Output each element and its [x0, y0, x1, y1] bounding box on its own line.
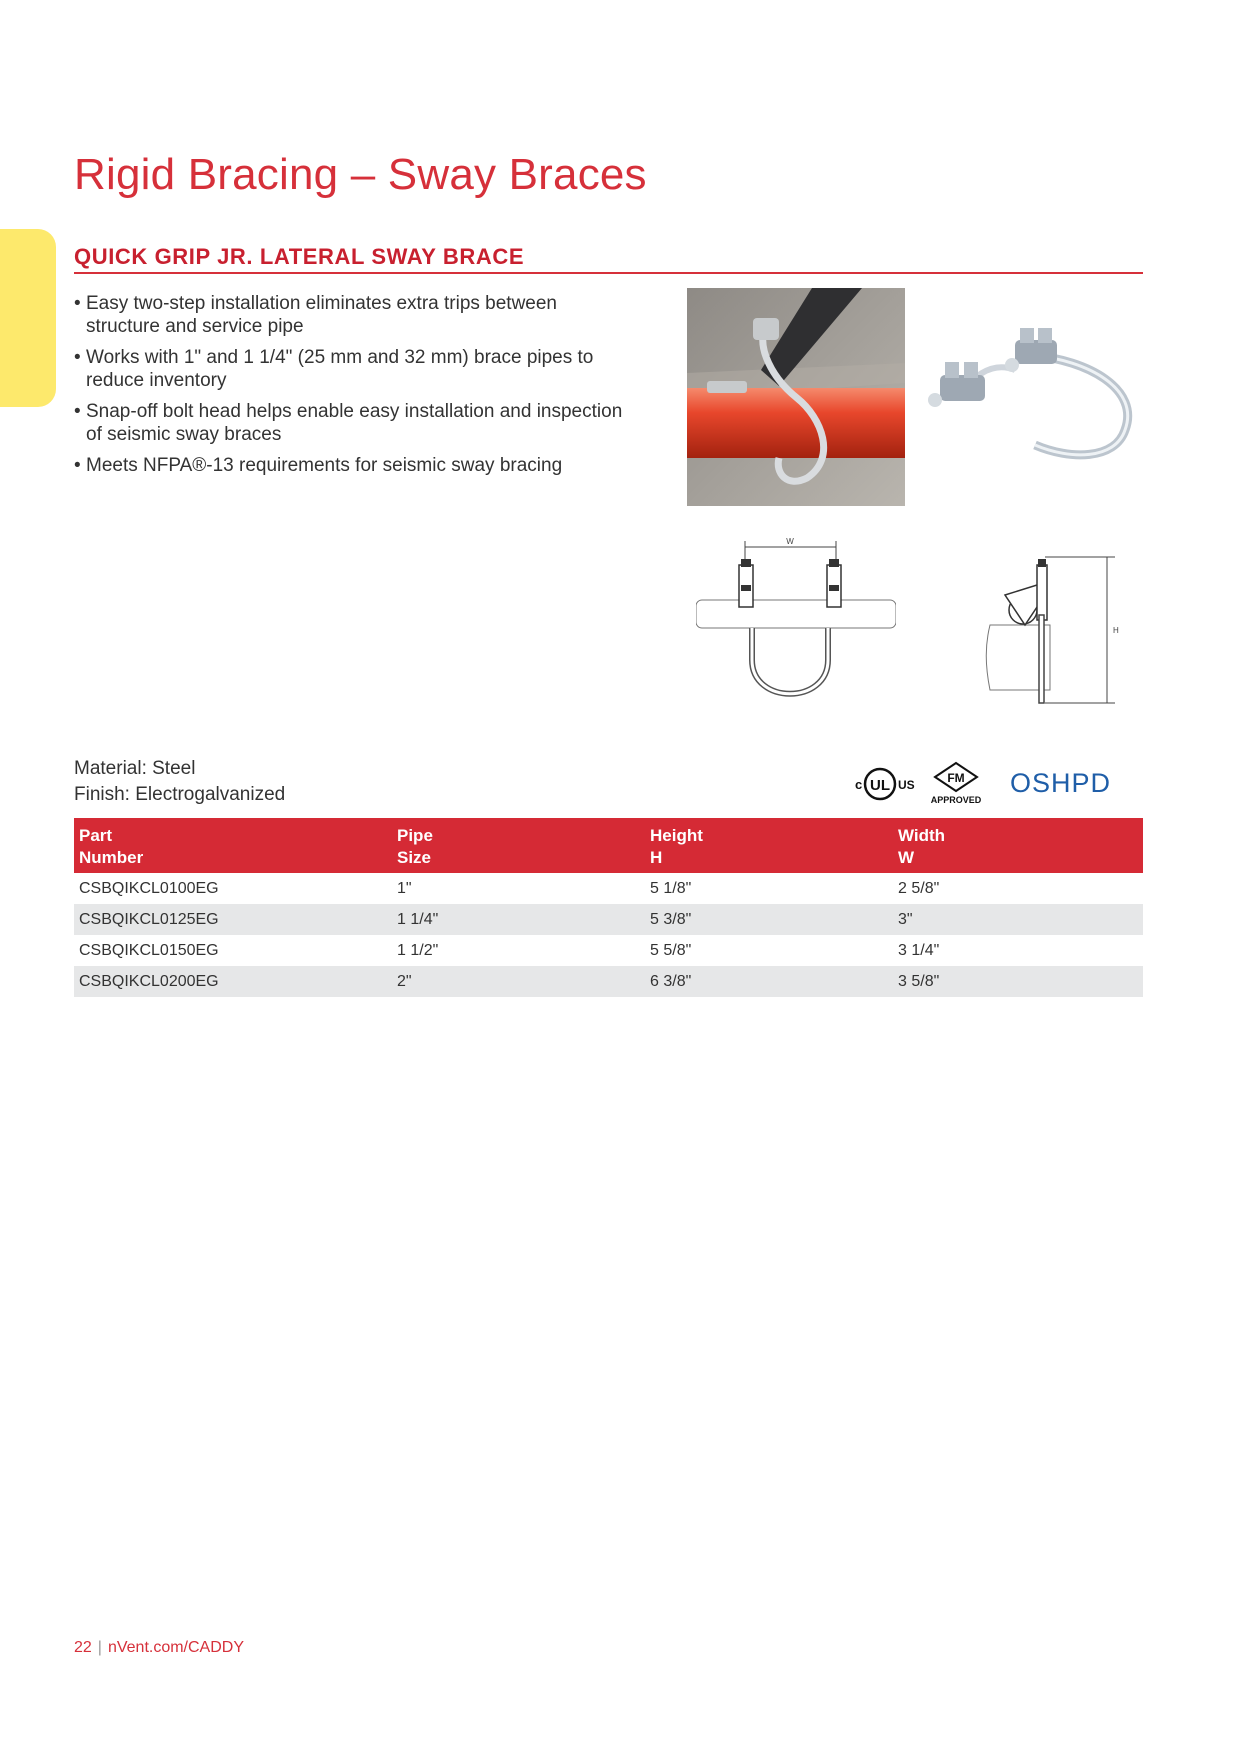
- part-number-cell: CSBQIKCL0150EG: [79, 942, 219, 959]
- width-cell: 3 1/4": [898, 942, 940, 959]
- part-number-cell: CSBQIKCL0100EG: [79, 880, 219, 897]
- svg-text:UL: UL: [870, 777, 890, 794]
- pipe-size-cell: 1 1/4": [392, 904, 645, 935]
- pipe-size-cell: 1 1/2": [397, 942, 439, 959]
- spec-table: [74, 818, 1143, 997]
- pipe-size-cell: 2": [392, 966, 645, 997]
- svg-text:OSHPD: OSHPD: [1010, 768, 1112, 798]
- installation-photo: [687, 288, 905, 506]
- product-image: [920, 320, 1140, 470]
- section-side-tab: [0, 229, 56, 407]
- height-cell: 6 3/8": [645, 966, 893, 997]
- width-cell: 3": [893, 904, 1143, 935]
- part-number-cell: CSBQIKCL0125EG: [74, 904, 392, 935]
- oshpd-logo: [1010, 768, 1111, 798]
- feature-item: • Meets NFPA®-13 requirements for seismic sway bracing: [74, 454, 634, 477]
- table-row: [74, 935, 1143, 966]
- side-dimension-diagram: [985, 555, 1125, 705]
- section-heading: QUICK GRIP JR. LATERAL SWAY BRACE: [74, 244, 525, 269]
- footer-separator: |: [97, 1639, 102, 1656]
- height-cell: 5 1/8": [650, 880, 692, 897]
- svg-text:FM: FM: [947, 771, 965, 785]
- certification-logos: [855, 755, 1145, 805]
- width-cell: 3 5/8": [893, 966, 1143, 997]
- feature-item: • Easy two-step installation eliminates extra trips between structure and service pipe: [74, 292, 634, 338]
- column-header-width: Width W: [893, 818, 1143, 873]
- table-row: [74, 904, 1143, 935]
- column-header-height: Height H: [645, 818, 893, 873]
- footer-site-link[interactable]: nVent.com/CADDY: [107, 1639, 245, 1656]
- table-row: [74, 966, 1143, 997]
- table-row: [74, 873, 1143, 904]
- column-header-part-number: Part Number: [74, 818, 392, 873]
- fm-approved-logo: [931, 763, 982, 805]
- part-number-cell: CSBQIKCL0200EG: [74, 966, 392, 997]
- feature-item: • Works with 1" and 1 1/4" (25 mm and 32 mm) brace pipes to reduce inventory: [74, 346, 634, 392]
- page-title: Rigid Bracing – Sway Braces: [74, 150, 647, 199]
- width-cell: 2 5/8": [898, 880, 940, 897]
- ul-listed-logo: [855, 769, 915, 799]
- height-dimension-label: H: [1113, 626, 1119, 635]
- svg-text:c: c: [855, 777, 863, 792]
- page-footer: [74, 1639, 244, 1657]
- pipe-size-cell: 1": [397, 880, 412, 897]
- width-dimension-label: W: [786, 537, 794, 546]
- svg-text:US: US: [898, 778, 915, 792]
- front-dimension-diagram: [696, 535, 896, 710]
- feature-item: • Snap-off bolt head helps enable easy installation and inspection of seismic sway braces: [74, 400, 634, 446]
- column-header-pipe-size: Pipe Size: [392, 818, 645, 873]
- material-spec: Material: Steel: [74, 758, 196, 779]
- feature-list: [74, 292, 634, 485]
- table-header-row: [74, 818, 1143, 873]
- page-number: 22: [74, 1639, 92, 1656]
- svg-text:APPROVED: APPROVED: [930, 795, 982, 805]
- section-divider: [74, 272, 1143, 274]
- finish-spec: Finish: Electrogalvanized: [74, 784, 286, 805]
- height-cell: 5 5/8": [650, 942, 692, 959]
- height-cell: 5 3/8": [645, 904, 893, 935]
